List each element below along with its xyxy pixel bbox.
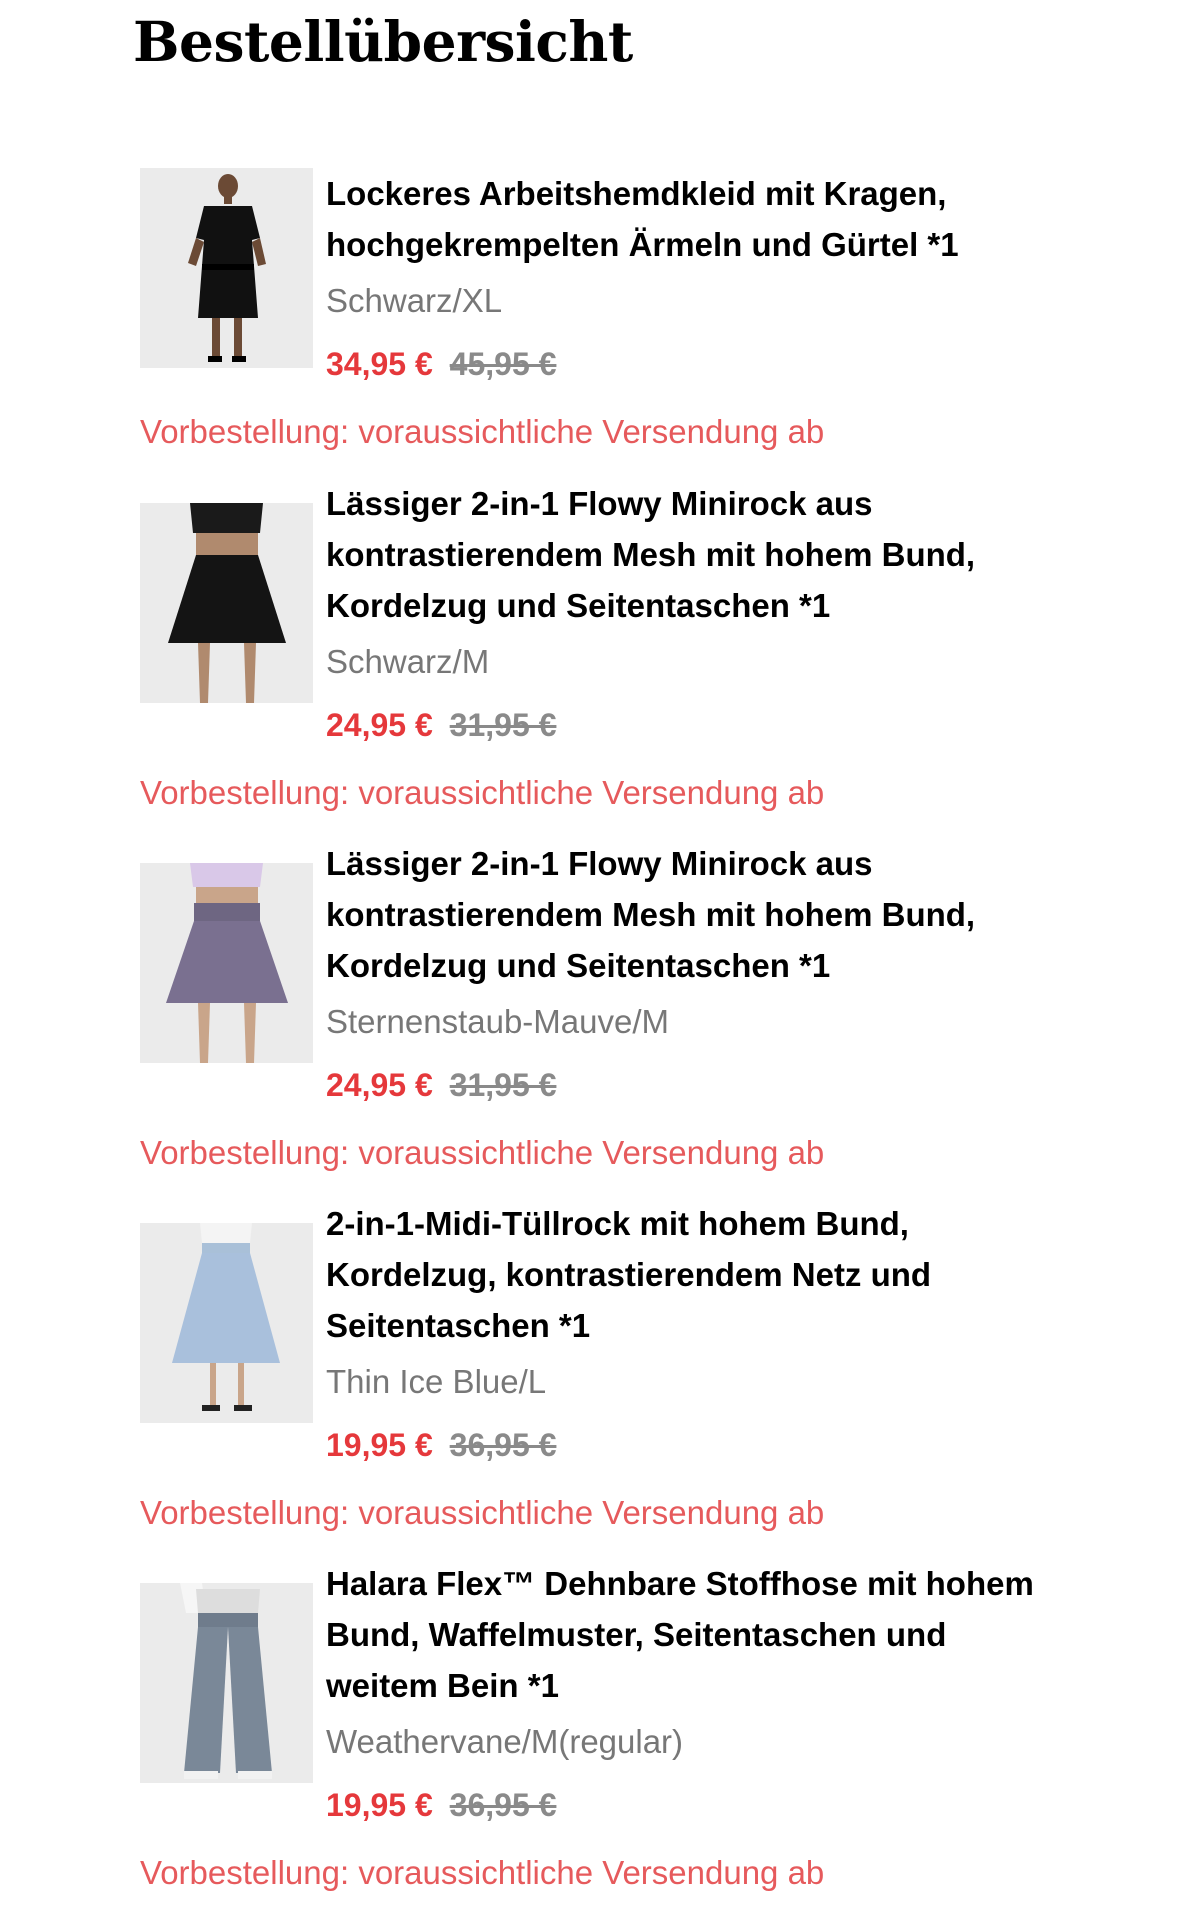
product-variant: Schwarz/M xyxy=(326,643,490,680)
product-title[interactable]: Lässiger 2-in-1 Flowy Minirock aus kontrastierendem Mesh mit hohem Bund, Kordelzug und Seitentaschen *1 xyxy=(326,485,976,624)
sale-price: 24,95 € xyxy=(326,1067,433,1103)
price-row xyxy=(326,343,1046,385)
preorder-notice: Vorbestellung: voraussichtliche Versendung ab xyxy=(140,1134,825,1171)
original-price: 36,95 € xyxy=(449,1427,557,1463)
product-variant: Sternenstaub-Mauve/M xyxy=(326,1003,670,1040)
product-variant: Schwarz/XL xyxy=(326,282,503,319)
product-image[interactable] xyxy=(140,863,313,1063)
sale-price: 19,95 € xyxy=(326,1427,433,1463)
product-image[interactable] xyxy=(140,503,313,703)
order-item[interactable] xyxy=(140,1558,1040,1918)
preorder-notice: Vorbestellung: voraussichtliche Versendung ab xyxy=(140,1854,825,1891)
sale-price: 19,95 € xyxy=(326,1787,433,1823)
order-item[interactable] xyxy=(140,168,1040,528)
price-row xyxy=(326,704,1046,746)
black-mini-skirt-photo xyxy=(140,503,313,703)
order-item[interactable] xyxy=(140,838,1040,1198)
price-row xyxy=(326,1424,1046,1466)
sale-price: 24,95 € xyxy=(326,707,433,743)
product-title[interactable]: Lässiger 2-in-1 Flowy Minirock aus kontrastierendem Mesh mit hohem Bund, Kordelzug und Seitentaschen *1 xyxy=(326,845,976,984)
preorder-notice: Vorbestellung: voraussichtliche Versendung ab xyxy=(140,774,825,811)
price-row xyxy=(326,1784,1046,1826)
page-title: Bestellübersicht xyxy=(133,9,633,74)
product-variant: Weathervane/M(regular) xyxy=(326,1723,684,1760)
preorder-notice: Vorbestellung: voraussichtliche Versendung ab xyxy=(140,1494,825,1531)
product-title[interactable]: Halara Flex™ Dehnbare Stoffhose mit hohem Bund, Waffelmuster, Seitentaschen und weitem Bein *1 xyxy=(326,1565,1034,1704)
order-item[interactable] xyxy=(140,478,1040,838)
blue-midi-skirt-photo xyxy=(140,1223,313,1423)
sale-price: 34,95 € xyxy=(326,346,433,382)
original-price: 45,95 € xyxy=(449,346,557,382)
black-shirt-dress-photo xyxy=(140,168,313,368)
product-image[interactable] xyxy=(140,1223,313,1423)
product-title[interactable]: 2-in-1-Midi-Tüllrock mit hohem Bund, Kordelzug, kontrastierendem Netz und Seitentaschen *1 xyxy=(326,1205,932,1344)
preorder-notice: Vorbestellung: voraussichtliche Versendung ab xyxy=(140,413,825,450)
original-price: 36,95 € xyxy=(449,1787,557,1823)
original-price: 31,95 € xyxy=(449,707,557,743)
price-row xyxy=(326,1064,1046,1106)
grey-wide-leg-pants-photo xyxy=(140,1583,313,1783)
product-title[interactable]: Lockeres Arbeitshemdkleid mit Kragen, hochgekrempelten Ärmeln und Gürtel *1 xyxy=(326,175,959,263)
product-variant: Thin Ice Blue/L xyxy=(326,1363,547,1400)
product-image[interactable] xyxy=(140,168,313,368)
original-price: 31,95 € xyxy=(449,1067,557,1103)
mauve-mini-skirt-photo xyxy=(140,863,313,1063)
order-item[interactable] xyxy=(140,1198,1040,1558)
product-image[interactable] xyxy=(140,1583,313,1783)
